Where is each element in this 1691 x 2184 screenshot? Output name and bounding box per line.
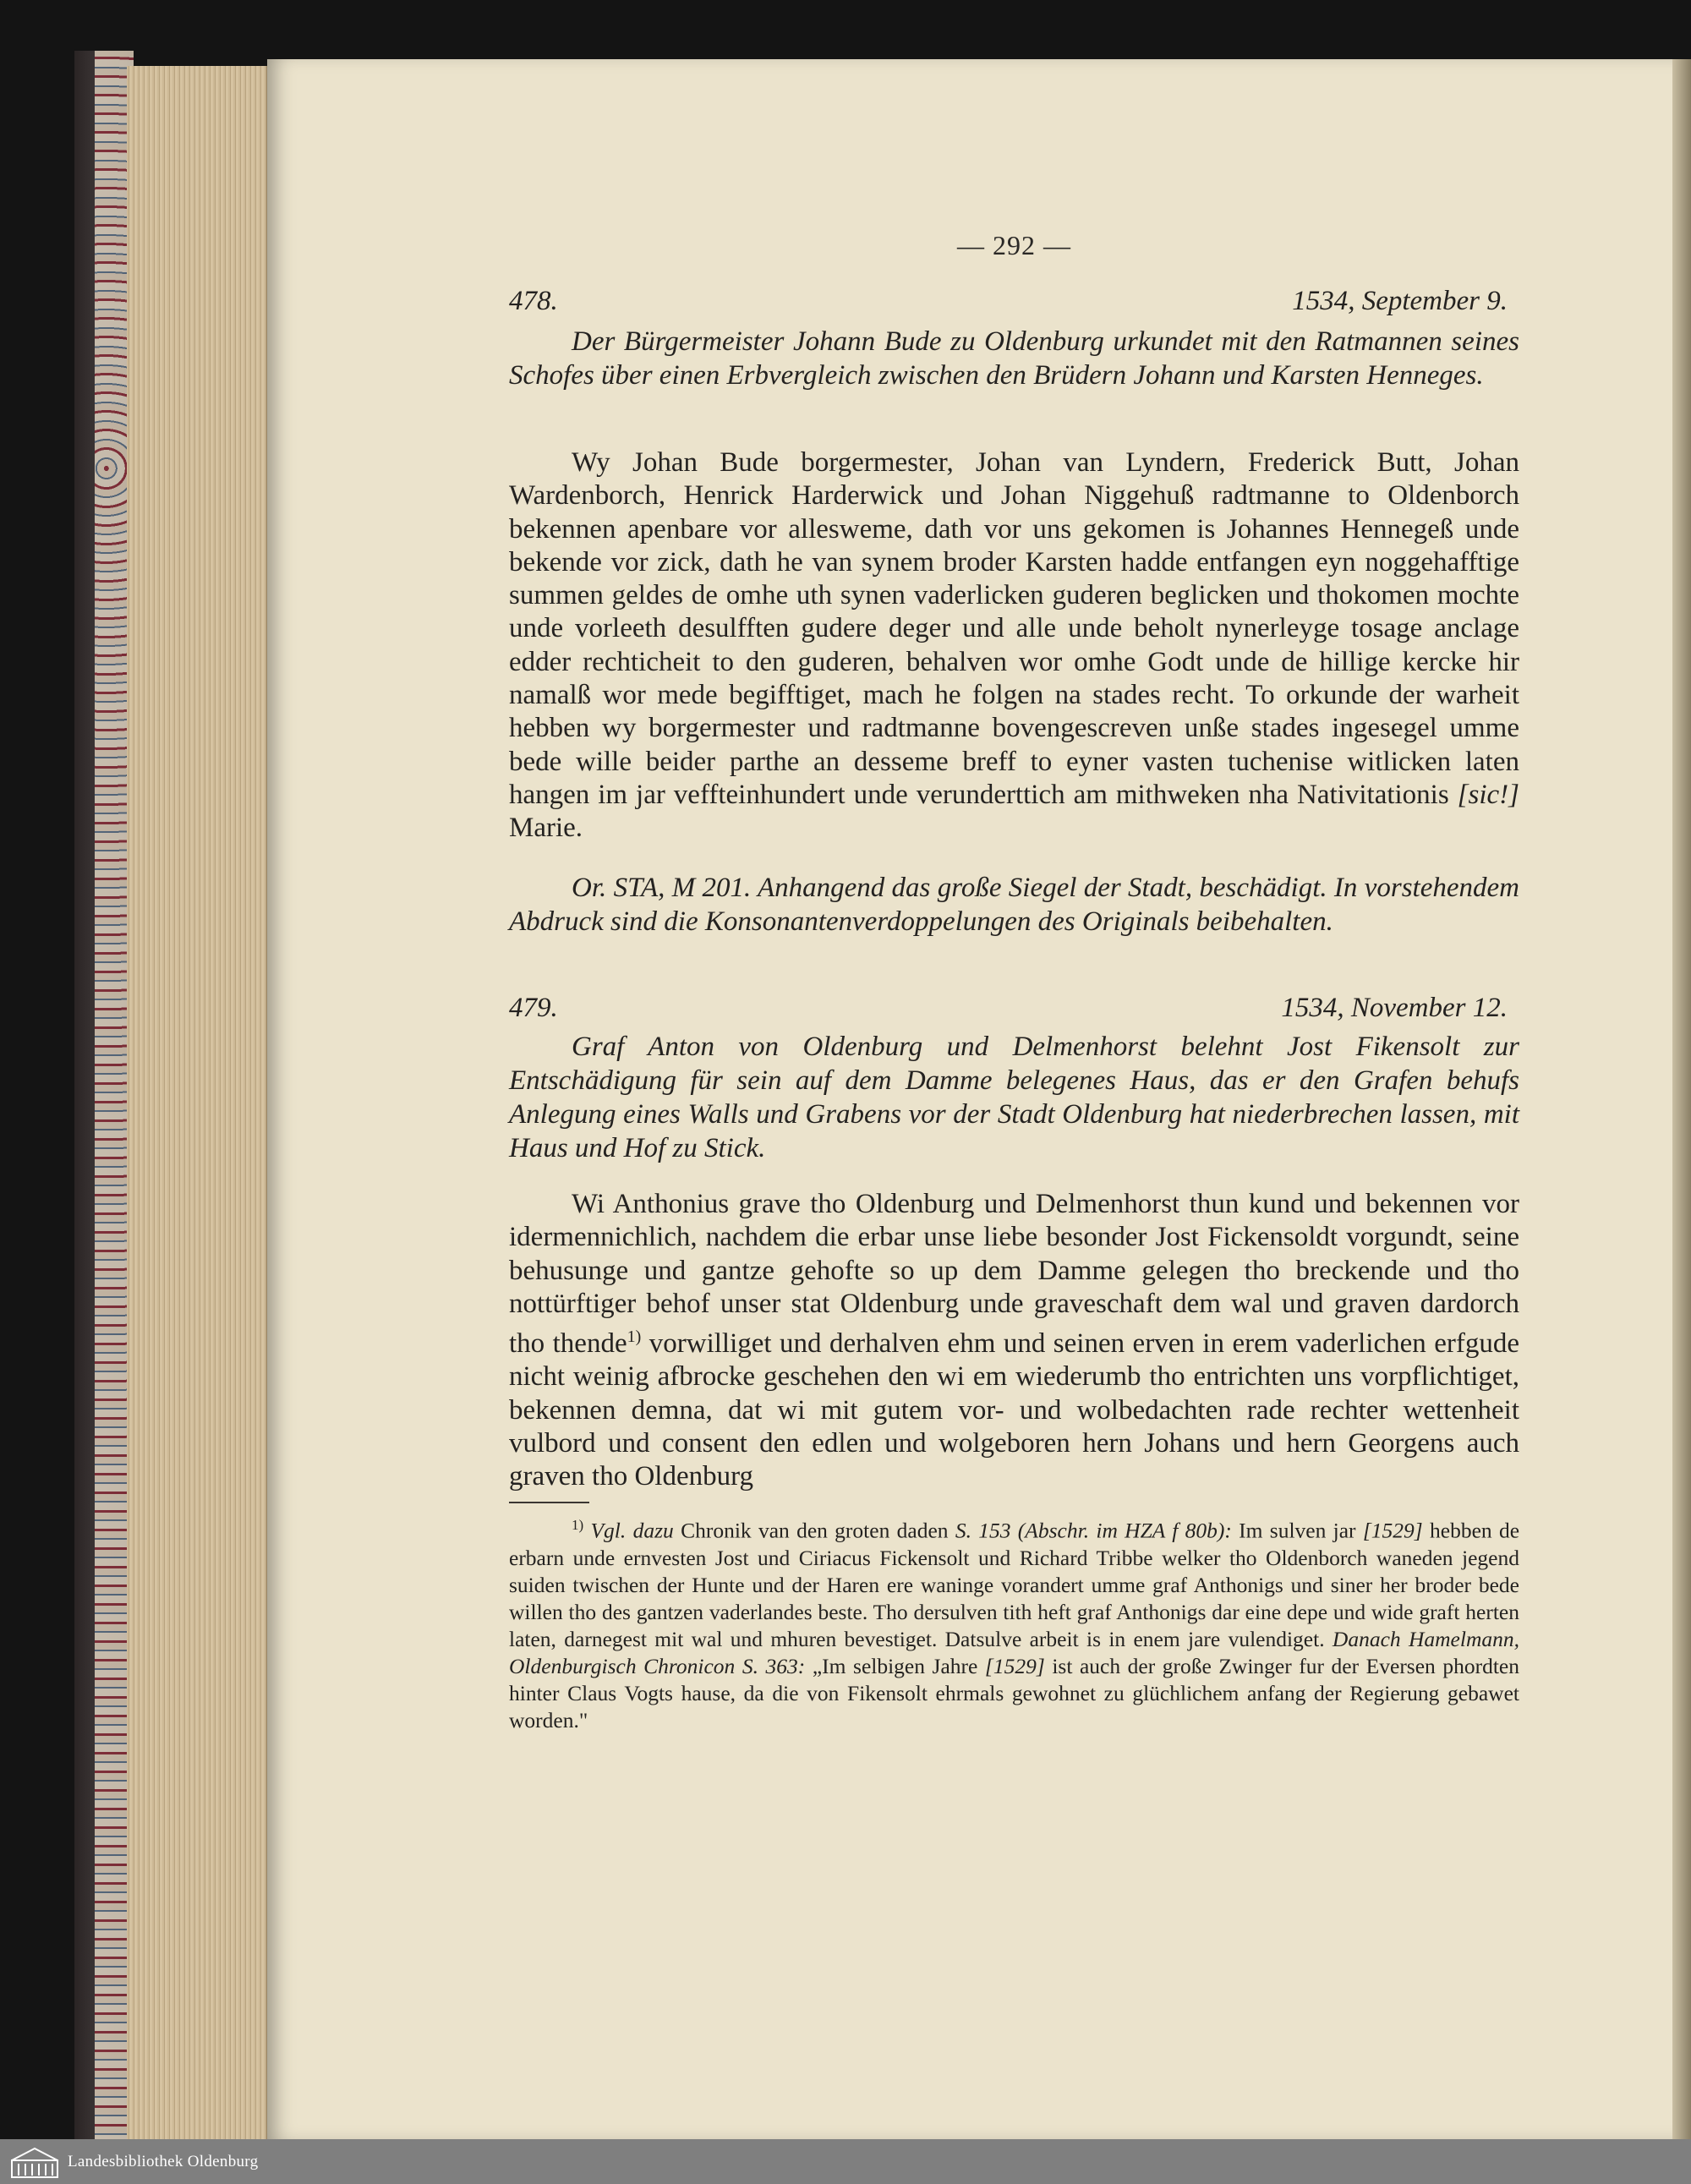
next-page-edge: [1672, 59, 1691, 2139]
page-number: — 292 —: [957, 230, 1071, 260]
fn-seg: ist auch der große Zwinger fur der Eversen phordten hinter Claus Vogts hause, da die von Fikensolt ehrmals gewohnet zu glüchlichem anfang der Regierung gebawet worden.": [509, 1653, 1519, 1732]
text-part-2: vorwilliget und derhalven ehm und seinen erven in erem vaderlichen erfgude nicht weinig afbrocke geschehen den wi em wiederumb tho entrichten uns vorpflichtiget, bekennen demna, dat wi mit gutem vor- und wolbedachten rade rechter wettenheit vulbord und consent den edlen und wolgeboren hern Johans und hern Georgens auch graven tho Oldenburg: [509, 1328, 1520, 1492]
fn-seg: Danach Hamelmann, Oldenburgisch Chronicon S. 363:: [509, 1626, 1520, 1678]
entry-date: 1534, September 9.: [1292, 286, 1508, 316]
page-edges: [127, 66, 268, 2139]
library-name[interactable]: Landesbibliothek Oldenburg: [68, 2152, 259, 2170]
text-part-1: Wi Anthonius grave tho Oldenburg und Delmenhorst thun kund und bekennen vor idermennichlich, nachdem die erbar unse liebe besonder Jost Fickensoldt vorgundt, seine behusunge und gantze gehofte so up dem Damme gelegen tho breckende und tho nottürftiger behof unser stat Oldenburg unde graveschaft dem wal und graven dardorch tho thende: [509, 1189, 1519, 1360]
fn-seg: Vgl. dazu: [590, 1518, 674, 1543]
footnote-marker: 1): [572, 1517, 584, 1533]
entry-date: 1534, November 12.: [1281, 993, 1508, 1023]
text-end: Marie.: [509, 813, 583, 844]
fn-seg: [1529]: [1362, 1518, 1423, 1543]
library-building-icon: [10, 2145, 59, 2179]
page-content: [509, 0, 1519, 2139]
sic-note: [sic!]: [1457, 779, 1519, 810]
entry-number: 478.: [509, 286, 558, 316]
fn-seg: Chronik van den groten daden: [681, 1518, 949, 1543]
document-text: [509, 446, 1519, 846]
footer-bar: [0, 2139, 1691, 2184]
entry-478-regest: [509, 325, 1519, 392]
entry-478-text: [509, 446, 1519, 846]
footnote-rule: [509, 1502, 589, 1503]
fn-seg: hebben de erbarn unde ernvesten Jost und Ciriacus Fickensolt und Richard Tribbe welker tho Oldenborch waneden jegend suiden twischen der Hunte und der Haren ere waninge vorandert umme graf Anthonigs und siner her broder bede willen tho des gantzen vaderlandes beste. Tho dersulven tith heft graf Anthonigs dar eine depe und wide graft herten laten, darnegest mit wal und mhuren bevestiget. Datsulve arbeit is in enem jare vulendiget.: [509, 1518, 1520, 1651]
entry-478-source: [509, 871, 1519, 939]
regest-text: Der Bürgermeister Johann Bude zu Oldenburg urkundet mit den Ratmannen seines Schofes über einen Erbvergleich zwischen den Brüdern Johann und Karsten Henneges.: [509, 326, 1519, 391]
entry-number: 479.: [509, 993, 558, 1023]
entry-479-text: [509, 1188, 1519, 1494]
fn-seg: Im sulven jar: [1239, 1518, 1356, 1543]
footnote-text: [509, 1512, 1519, 1734]
entry-479-regest: [509, 1030, 1519, 1165]
regest-text: Graf Anton von Oldenburg und Delmenhorst belehnt Jost Fikensolt zur Entschädigung für sein auf dem Damme belegenes Haus, das er den Grafen behufs Anlegung eines Walls und Grabens vor der Stadt Oldenburg hat niederbrechen lassen, mit Haus und Hof zu Stick.: [509, 1032, 1519, 1163]
document-text: [509, 1188, 1519, 1494]
footnote: [509, 1512, 1519, 1734]
fn-seg: S. 153 (Abschr. im HZA f 80b):: [955, 1518, 1232, 1543]
fn-seg: „Im selbigen Jahre: [812, 1653, 978, 1678]
fn-seg: [1529]: [984, 1653, 1045, 1678]
source-note: Or. STA, M 201. Anhangend das große Siegel der Stadt, beschädigt. In vorstehendem Abdruck sind die Konsonantenverdoppelungen des Originals beibehalten.: [509, 873, 1519, 937]
footnote-ref[interactable]: 1): [627, 1327, 642, 1347]
text-main: Wy Johan Bude borgermester, Johan van Lyndern, Frederick Butt, Johan Wardenborch, Henrick Harderwick und Johan Niggehuß radtmanne to Oldenborch bekennen apenbare vor allesweme, dath vor uns gekomen is Johannes Hennegeß unde bekende vor zick, dath he van synem broder Karsten hadde entfangen eyn noggehafftige summen geldes de omhe uth synen vaderlicken guderen beglicken und thokomen mochte unde vorleeth desulfften gudere deger und alle unde beholt nynerleyge tosage anclage edder rechticheit to den guderen, behalven wor omhe Godt unde de hillige kercke hir namalß wor mede begifftiget, mach he folgen na stades recht. To orkunde der warheit hebben wy borgermester und radtmanne bovengescreven unße stades ingesegel umme bede wille beider parthe an desseme breff to eyner vasten tuchenise witlicken laten hangen im jar veffteinhundert unde verunderttich am mithweken nha Nativitationis: [509, 447, 1519, 810]
